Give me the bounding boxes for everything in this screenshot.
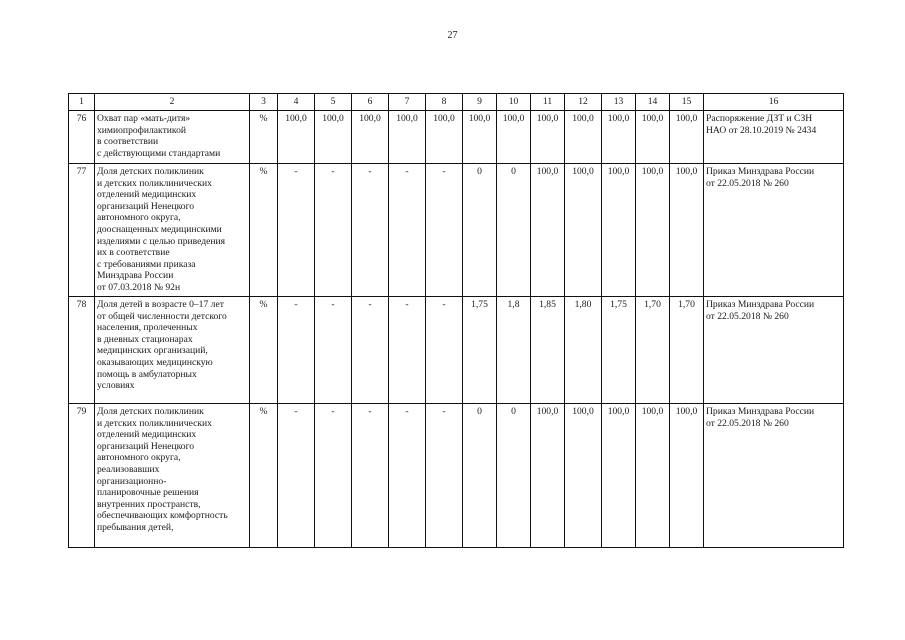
value-cell: 100,0 [531,164,565,297]
indicator-name-line: Доля детских поликлиник [97,166,204,177]
indicator-name-line: автономного округа, [97,212,181,224]
indicator-name-line: изделиями с целью приведения [97,235,226,247]
table-row [69,164,844,297]
value-cell: 100,0 [565,164,602,297]
value-cell: - [278,297,315,404]
column-header: 9 [463,94,497,111]
table-row [69,404,844,548]
source-document-line: Приказ Минздрава России [706,166,815,177]
indicator-name-line: отделений медицинских [97,189,197,201]
column-header: 13 [602,94,636,111]
column-header: 12 [565,94,602,111]
indicator-name-line: отделений медицинских [97,429,197,441]
source-document [704,111,844,164]
value-cell: 1,75 [602,297,636,404]
value-cell: - [352,164,389,297]
indicator-name-line: внутренних пространств, [97,498,201,510]
value-cell: - [426,404,463,548]
indicator-name-line: реализовавших [97,463,160,475]
indicator-name-line: планировочные решения [97,487,199,499]
column-header: 10 [497,94,531,111]
value-cell: - [389,164,426,297]
table-row [69,111,844,164]
value-cell: 100,0 [426,111,463,164]
column-header: 1 [69,94,95,111]
value-cell: 100,0 [565,404,602,548]
row-number: 79 [69,404,95,548]
value-cell: - [352,297,389,404]
value-cell: 100,0 [389,111,426,164]
source-document-line: Приказ Минздрава России [706,299,815,310]
value-cell: - [278,404,315,548]
indicator-name-line: от общей численности детского [97,310,227,322]
value-cell: - [315,297,352,404]
column-header: 7 [389,94,426,111]
indicator-name [95,164,250,297]
value-cell: - [426,164,463,297]
column-header: 2 [95,94,250,111]
column-header: 3 [250,94,278,111]
value-cell: - [389,297,426,404]
indicator-name-line: Минздрава России [97,270,174,282]
indicator-name-line: с требованиями приказа [97,258,196,270]
value-cell: 1,70 [670,297,704,404]
source-document-line: Приказ Минздрава России [706,406,815,417]
indicator-name-line: медицинских организаций, [97,345,208,357]
value-cell: - [315,404,352,548]
indicator-name-line: оказывающих медицинскую [97,356,213,368]
unit-cell: % [250,164,278,297]
indicator-name-line: Доля детей в возрасте 0–17 лет [97,299,224,310]
header-row [69,94,844,111]
page-number: 27 [447,30,458,41]
value-cell: - [426,297,463,404]
source-document [704,164,844,297]
indicator-name [95,297,250,404]
indicator-name-line: дооснащенных медицинскими [97,223,222,235]
indicator-name-line: с действующими стандартами [97,147,221,159]
indicator-name-line: организационно- [97,475,167,487]
indicator-name-line: условиях [97,380,135,392]
value-cell: 100,0 [531,404,565,548]
indicator-name-line: и детских поликлинических [97,417,212,429]
value-cell: 100,0 [636,404,670,548]
value-cell: 1,80 [565,297,602,404]
value-cell: 100,0 [636,111,670,164]
column-header: 5 [315,94,352,111]
indicator-name-line: Доля детских поликлиник [97,406,204,417]
value-cell: 100,0 [352,111,389,164]
indicator-name-line: от 07.03.2018 № 92н [97,281,181,293]
value-cell: 0 [497,164,531,297]
column-header: 8 [426,94,463,111]
indicator-name-line: Охват пар «мать-дитя» [97,113,191,124]
column-header: 14 [636,94,670,111]
indicator-name-line: пребывания детей, [97,521,174,533]
source-document-line: от 22.05.2018 № 260 [706,417,789,429]
value-cell: 100,0 [670,404,704,548]
value-cell: 1,75 [463,297,497,404]
value-cell: 1,70 [636,297,670,404]
indicator-name-line: населения, пролеченных [97,322,198,334]
value-cell: - [389,404,426,548]
indicator-name-line: химиопрофилактикой [97,124,187,136]
value-cell: 100,0 [531,111,565,164]
value-cell: 100,0 [602,111,636,164]
indicator-name-line: и детских поликлинических [97,177,212,189]
indicator-name [95,404,250,548]
value-cell: 0 [497,404,531,548]
column-header: 15 [670,94,704,111]
source-document [704,404,844,548]
source-document-line: от 22.05.2018 № 260 [706,310,789,322]
value-cell: 1,8 [497,297,531,404]
value-cell: 100,0 [602,404,636,548]
value-cell: 100,0 [670,111,704,164]
value-cell: - [352,404,389,548]
row-number: 76 [69,111,95,164]
column-header: 11 [531,94,565,111]
value-cell: 100,0 [497,111,531,164]
value-cell: 1,85 [531,297,565,404]
value-cell: 100,0 [636,164,670,297]
source-document-line: Распоряжение ДЗТ и СЗН [706,113,813,124]
indicator-table [68,93,844,548]
value-cell: 100,0 [278,111,315,164]
value-cell: - [278,164,315,297]
value-cell: 0 [463,164,497,297]
value-cell: - [315,164,352,297]
value-cell: 0 [463,404,497,548]
indicator-name-line: автономного округа, [97,452,181,464]
source-document-line: от 22.05.2018 № 260 [706,177,789,189]
column-header: 4 [278,94,315,111]
indicator-name-line: в соответствии [97,136,159,148]
indicator-name-line: в дневных стационарах [97,333,193,345]
source-document [704,297,844,404]
indicator-name-line: организаций Ненецкого [97,440,195,452]
table-row [69,297,844,404]
value-cell: 100,0 [463,111,497,164]
value-cell: 100,0 [315,111,352,164]
value-cell: 100,0 [602,164,636,297]
indicator-name [95,111,250,164]
indicator-name-line: их в соответствие [97,247,170,259]
indicator-name-line: обеспечивающих комфортность [97,510,228,522]
value-cell: 100,0 [565,111,602,164]
row-number: 77 [69,164,95,297]
unit-cell: % [250,111,278,164]
unit-cell: % [250,297,278,404]
source-document-line: НАО от 28.10.2019 № 2434 [706,124,817,136]
column-header: 16 [704,94,844,111]
unit-cell: % [250,404,278,548]
column-header: 6 [352,94,389,111]
indicator-name-line: помощь в амбулаторных [97,368,197,380]
value-cell: 100,0 [670,164,704,297]
row-number: 78 [69,297,95,404]
indicator-name-line: организаций Ненецкого [97,200,195,212]
